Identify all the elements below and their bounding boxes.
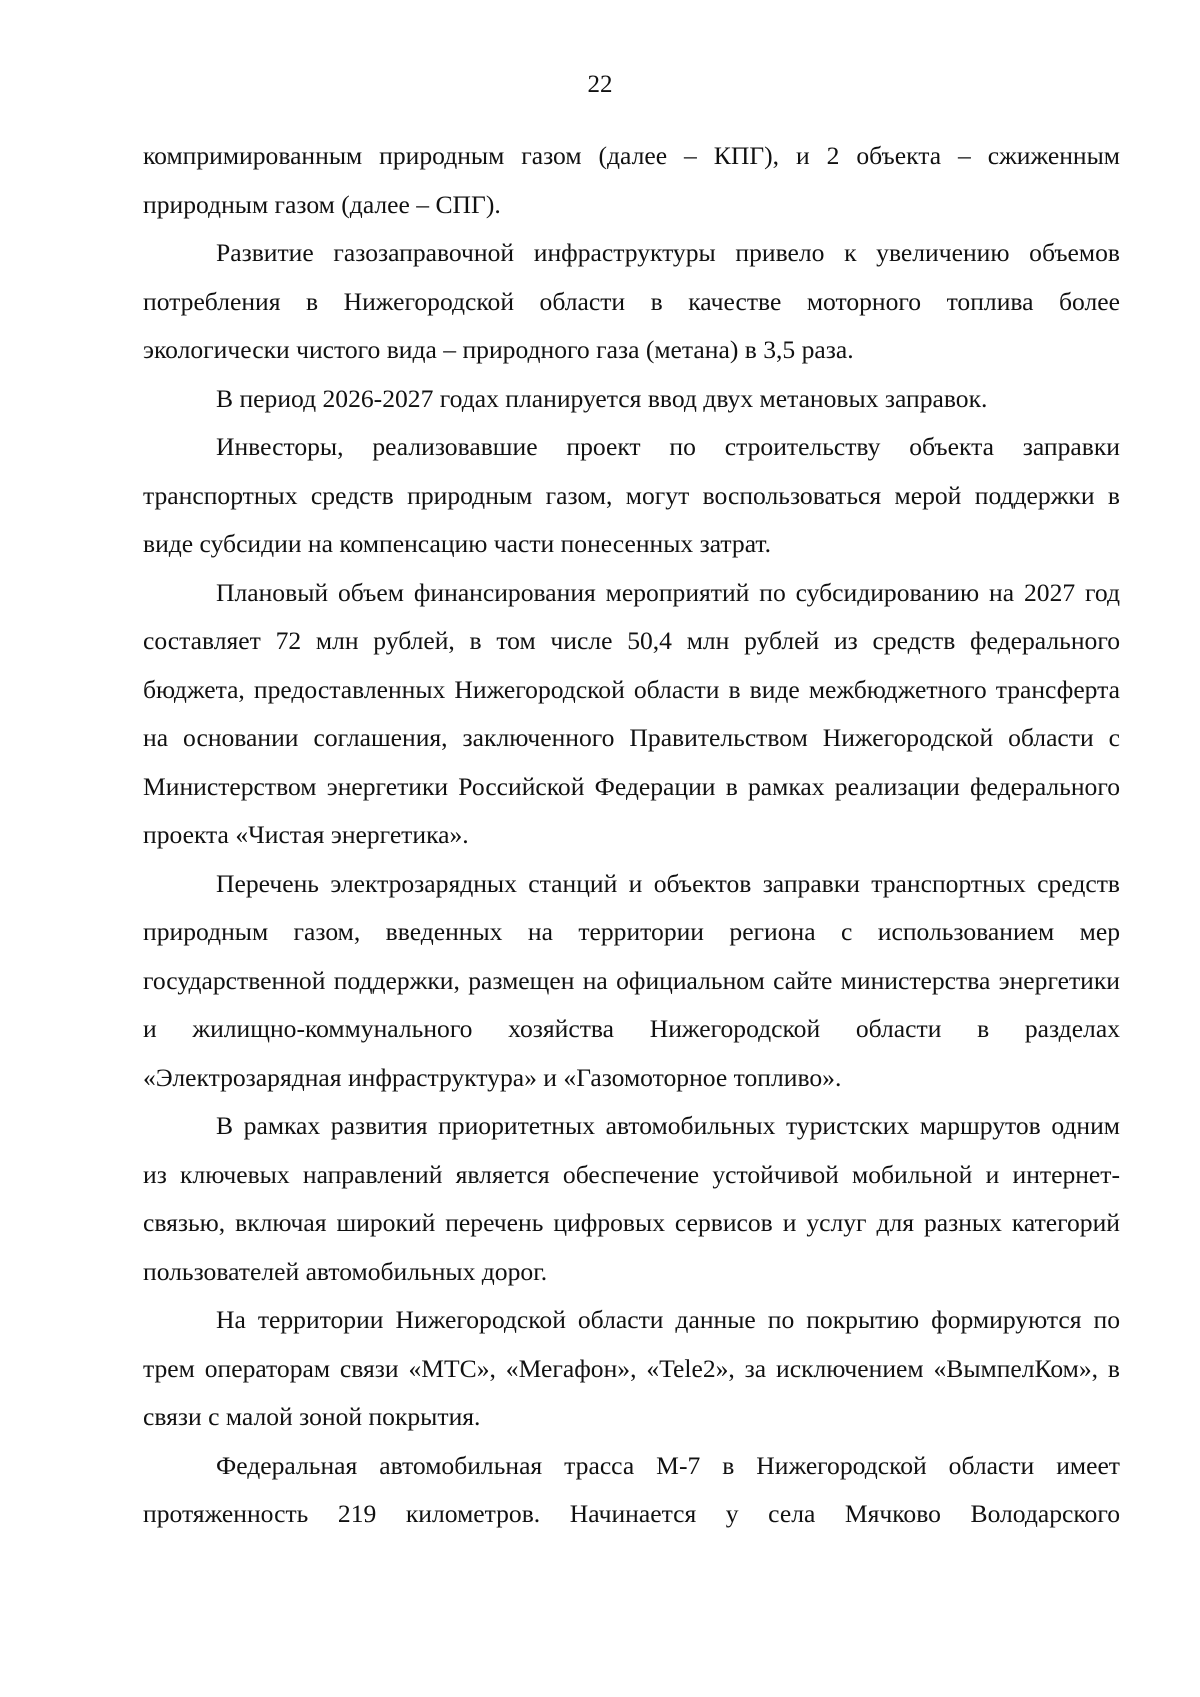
- paragraph-gas-objects: компримированным природным газом (далее – КПГ), и 2 объекта – сжиженным природным газом (далее – СПГ).: [143, 141, 1120, 219]
- paragraph-station-list: Перечень электрозарядных станций и объектов заправки транспортных средств природным газом, введенных на территории региона с использованием мер государственной поддержки, размещен на официальном сайте министерства энергетики и жилищно-коммунального хозяйства Нижегородской области в разделах «Электрозарядная инфраструктура» и «Газомоторное топливо».: [143, 868, 1120, 1092]
- paragraph-infrastructure-growth: Развитие газозаправочной инфраструктуры привело к увеличению объемов потребления в Нижегородской области в качестве моторного топлива более экологически чистого вида – природного газа (метана) в 3,5 раза.: [143, 238, 1120, 364]
- paragraph-mobile-operators: На территории Нижегородской области данные по покрытию формируются по трем операторам связи «МТС», «Мегафон», «Tele2», за исключением «ВымпелКом», в связи с малой зоной покрытия.: [143, 1305, 1120, 1431]
- document-body: [143, 132, 1120, 1539]
- page-number: 22: [587, 71, 613, 98]
- paragraph-planned-stations: В период 2026-2027 годах планируется ввод двух метановых заправок.: [216, 383, 988, 413]
- paragraph-tourist-routes: В рамках развития приоритетных автомобильных туристских маршрутов одним из ключевых направлений является обеспечение устойчивой мобильной и интернет-связью, включая широкий перечень цифровых сервисов и услуг для разных категорий пользователей автомобильных дорог.: [143, 1111, 1120, 1286]
- paragraph-funding: Плановый объем финансирования мероприятий по субсидированию на 2027 год составляет 72 млн рублей, в том числе 50,4 млн рублей из средств федерального бюджета, предоставленных Нижегородской области в виде межбюджетного трансферта на основании соглашения, заключенного Правительством Нижегородской области с Министерством энергетики Российской Федерации в рамках реализации федерального проекта «Чистая энергетика».: [143, 577, 1120, 849]
- paragraph-highway-m7: Федеральная автомобильная трасса М-7 в Нижегородской области имеет протяженность 219 километров. Начинается у села Мячково Володарского: [143, 1450, 1120, 1528]
- paragraph-investor-support: Инвесторы, реализовавшие проект по строительству объекта заправки транспортных средств природным газом, могут воспользоваться мерой поддержки в виде субсидии на компенсацию части понесенных затрат.: [143, 432, 1120, 558]
